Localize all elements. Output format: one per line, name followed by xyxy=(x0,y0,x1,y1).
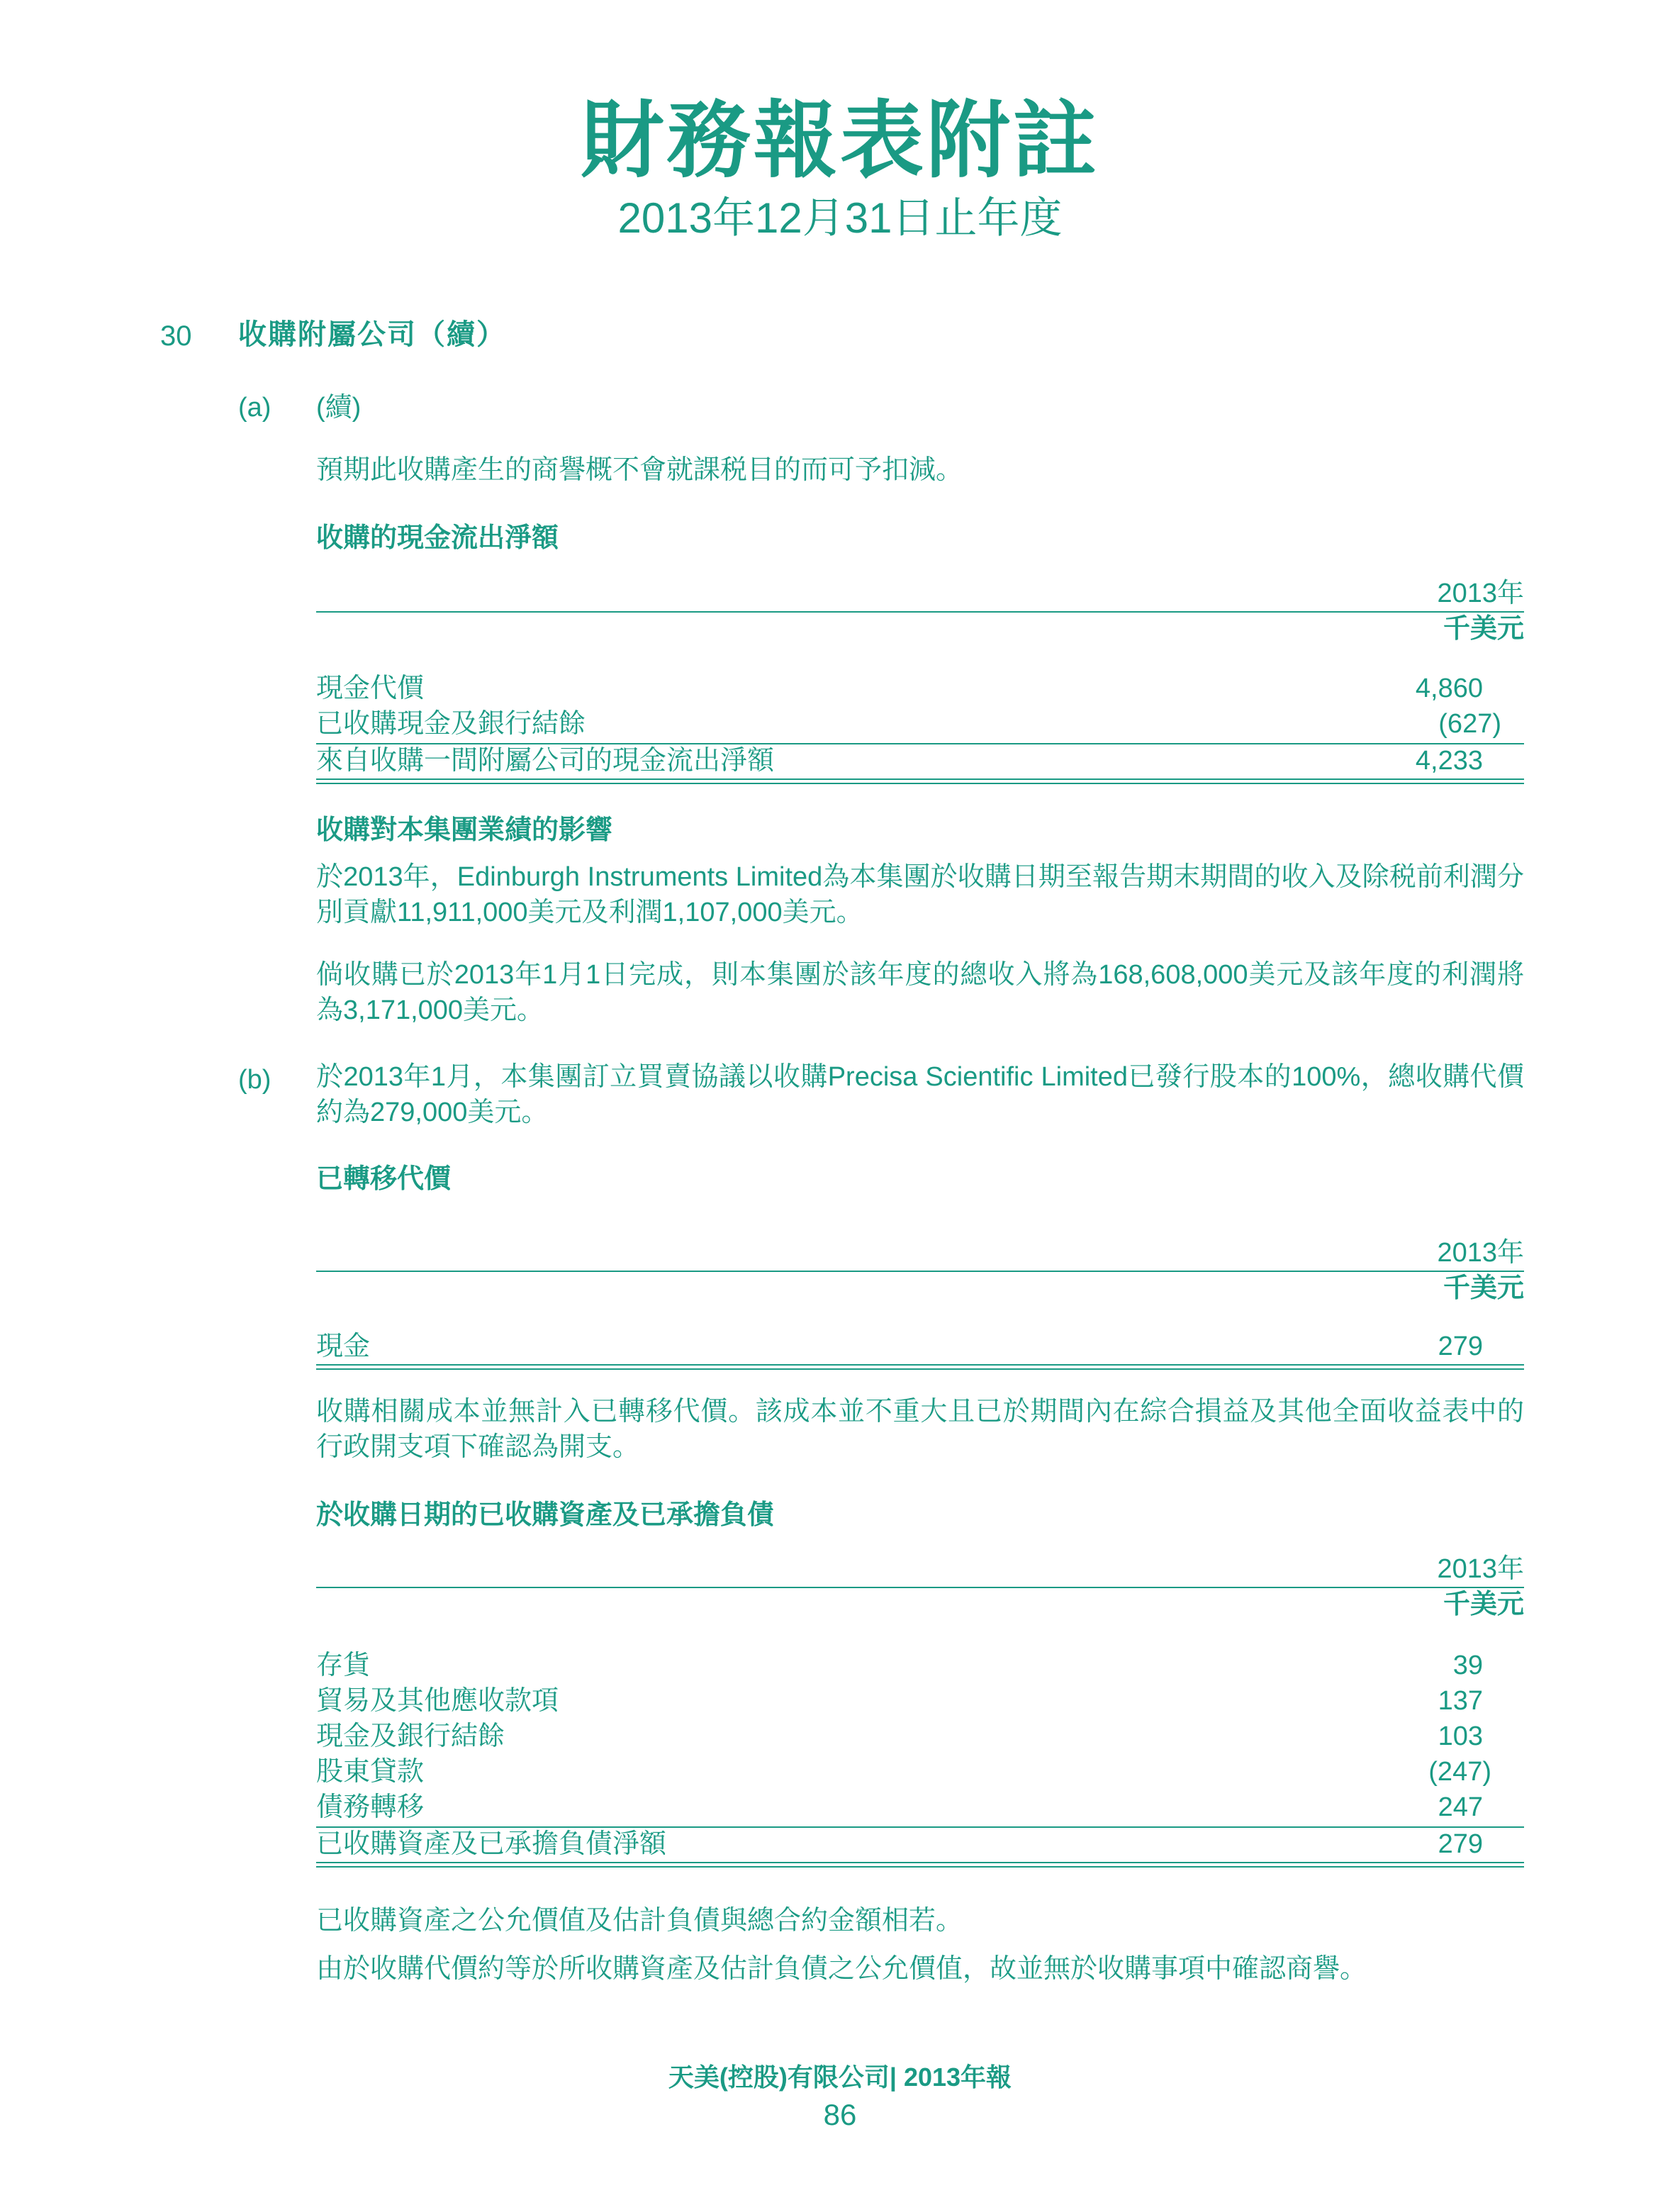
col-year: 2013年 xyxy=(1437,1554,1524,1584)
table-row xyxy=(316,1719,1524,1754)
impact-heading: 收購對本集團業績的影響 xyxy=(316,815,613,845)
goodwill-tax-note: 預期此收購產生的商譽概不會就課税目的而可予扣減。 xyxy=(316,455,963,485)
row-value: 247 xyxy=(1438,1792,1483,1822)
section-title: 收購附屬公司（續） xyxy=(238,319,506,350)
part-a-label: (a) xyxy=(238,393,271,423)
table-row xyxy=(316,1754,1524,1790)
fair-value-note: 已收購資產之公允價值及估計負債與總合約金額相若。 xyxy=(316,1906,963,1936)
table-total-row xyxy=(316,1329,1524,1364)
row-label: 已收購現金及銀行結餘 xyxy=(316,709,586,739)
row-label: 現金代價 xyxy=(316,674,425,703)
consideration-table xyxy=(316,1235,1524,1377)
row-value: 4,860 xyxy=(1415,674,1483,703)
page-number: 86 xyxy=(823,2098,857,2131)
col-unit: 千美元 xyxy=(1443,614,1524,644)
table-row xyxy=(316,1683,1524,1719)
row-label: 現金 xyxy=(316,1332,371,1361)
table-row xyxy=(316,671,1524,706)
section-number: 30 xyxy=(160,320,192,352)
page-subtitle: 2013年12月31日止年度 xyxy=(617,194,1063,242)
row-label: 貿易及其他應收款項 xyxy=(316,1686,559,1716)
table-rule xyxy=(316,1587,1524,1588)
table-rule xyxy=(316,611,1524,613)
row-value: 279 xyxy=(1438,1829,1483,1859)
row-label: 存貨 xyxy=(316,1651,371,1680)
table-row xyxy=(316,1648,1524,1683)
consideration-heading: 已轉移代價 xyxy=(316,1164,452,1194)
part-b-label: (b) xyxy=(238,1065,271,1095)
cashflow-heading: 收購的現金流出淨額 xyxy=(316,523,559,553)
row-value: 137 xyxy=(1438,1686,1483,1716)
impact-paragraph-1: 於2013年，Edinburgh Instruments Limited為本集團於收購日期至報告期末期間的收入及除税前利潤分別貢獻11,911,000美元及利潤1,107,000美元。 xyxy=(316,862,1524,927)
cashflow-table xyxy=(316,576,1524,788)
row-value: 279 xyxy=(1438,1332,1483,1361)
col-unit: 千美元 xyxy=(1443,1273,1524,1303)
double-rule xyxy=(316,778,1524,784)
no-goodwill-note: 由於收購代價約等於所收購資產及估計負債之公允價值，故並無於收購事項中確認商譽。 xyxy=(316,1954,1367,1984)
table-total-row xyxy=(316,743,1524,778)
acquisition-cost-note: 收購相關成本並無計入已轉移代價。該成本並不重大且已於期間內在綜合損益及其他全面收益表中的行政開支項下確認為開支。 xyxy=(316,1397,1524,1462)
row-label: 來自收購一間附屬公司的現金流出淨額 xyxy=(316,746,775,776)
double-rule xyxy=(316,1364,1524,1370)
double-rule xyxy=(316,1862,1524,1868)
footer-company: 天美(控股)有限公司| 2013年報 xyxy=(668,2063,1012,2092)
row-label: 已收購資產及已承擔負債淨額 xyxy=(316,1829,667,1859)
assets-table xyxy=(316,1551,1524,1863)
table-total-row xyxy=(316,1826,1524,1862)
table-rule xyxy=(316,1271,1524,1272)
table-row xyxy=(316,706,1524,742)
assets-heading: 於收購日期的已收購資產及已承擔負債 xyxy=(316,1500,775,1530)
page-title: 財務報表附註 xyxy=(580,94,1099,188)
row-label: 股東貸款 xyxy=(316,1757,425,1787)
row-value: 4,233 xyxy=(1415,746,1483,776)
row-value: 103 xyxy=(1438,1721,1483,1751)
table-row xyxy=(316,1790,1524,1825)
row-value: (247) xyxy=(1428,1757,1491,1787)
col-year: 2013年 xyxy=(1437,579,1524,608)
impact-paragraph-2: 倘收購已於2013年1月1日完成，則本集團於該年度的總收入將為168,608,000美元及該年度的利潤將為3,171,000美元。 xyxy=(316,960,1524,1025)
row-label: 現金及銀行結餘 xyxy=(316,1721,505,1751)
row-value: 39 xyxy=(1452,1651,1483,1680)
col-unit: 千美元 xyxy=(1443,1590,1524,1619)
row-value: (627) xyxy=(1438,709,1501,739)
col-year: 2013年 xyxy=(1437,1238,1524,1268)
part-b-intro: 於2013年1月，本集團訂立買賣協議以收購Precisa Scientific Limited已發行股本的100%，總收購代價約為279,000美元。 xyxy=(316,1062,1524,1127)
part-a-continued: (續) xyxy=(316,393,362,423)
row-label: 債務轉移 xyxy=(316,1792,425,1822)
